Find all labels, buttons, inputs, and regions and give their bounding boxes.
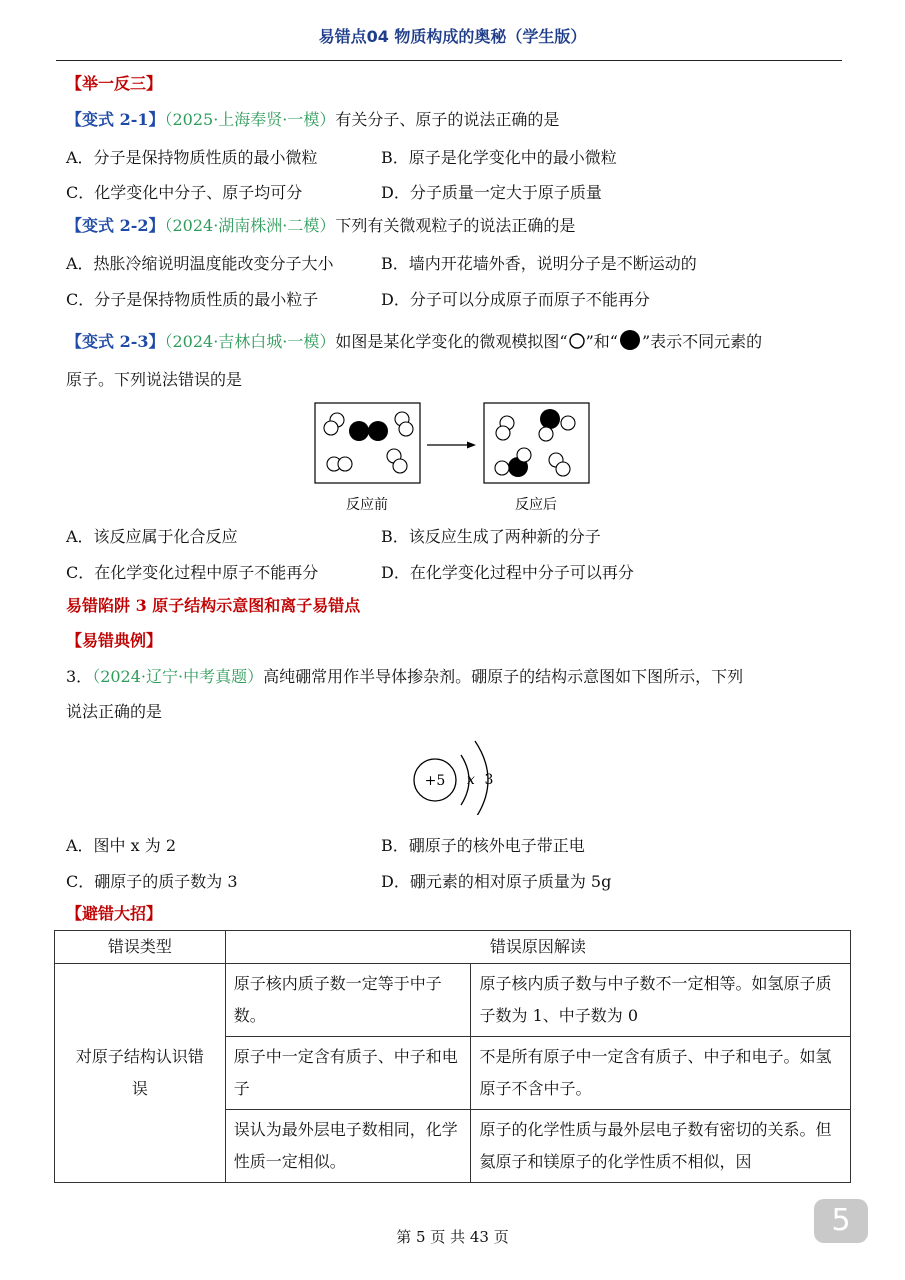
- white-atom: [517, 448, 531, 462]
- option-c: C．在化学变化过程中原子不能再分: [66, 563, 319, 582]
- white-atom: [338, 457, 352, 471]
- option-a: A．图中 x 为 2: [66, 836, 177, 855]
- table-cell: 原子中一定含有质子、中子和电子: [225, 1037, 471, 1110]
- white-atom: [556, 462, 570, 476]
- question-2-3-stem: [66, 329, 762, 352]
- before-label: 反应前: [346, 497, 388, 513]
- header-rule: [56, 60, 842, 61]
- option-c: C．分子是保持物质性质的最小粒子: [66, 290, 319, 309]
- option-d: D．在化学变化过程中分子可以再分: [381, 563, 634, 582]
- shell2-electrons: 3: [484, 772, 494, 788]
- option-d: D．分子质量一定大于原子质量: [381, 183, 602, 202]
- black-atom: [368, 421, 388, 441]
- question-tag: 【变式 2-1】: [66, 110, 165, 129]
- table-header-cell: 错误类型: [55, 931, 226, 964]
- question-tag: 【变式 2-3】: [66, 332, 165, 351]
- option-b: B．该反应生成了两种新的分子: [381, 527, 601, 546]
- error-category: 对原子结构认识错误: [55, 964, 226, 1183]
- page-badge: 5: [814, 1199, 868, 1243]
- option-a: A．该反应属于化合反应: [66, 527, 238, 546]
- white-atom: [496, 426, 510, 440]
- example-heading: 【易错典例】: [66, 631, 163, 650]
- table-cell: 原子核内质子数与中子数不一定相等。如氢原子质子数为 1、中子数为 0: [471, 964, 851, 1037]
- option-d: D．分子可以分成原子而原子不能再分: [381, 290, 650, 309]
- question-source: （2024·辽宁·中考真题）: [92, 667, 264, 686]
- question-text: 下列有关微观粒子的说法正确的是: [335, 216, 576, 235]
- option-a: A．热胀冷缩说明温度能改变分子大小: [66, 254, 334, 273]
- option-b: B．原子是化学变化中的最小微粒: [381, 148, 617, 167]
- black-atom: [540, 409, 560, 429]
- reaction-arrow-head: [467, 442, 476, 449]
- question-3-stem: [66, 667, 743, 687]
- question-source: （2025·上海奉贤·一模）: [164, 110, 336, 129]
- option-b: B．墙内开花墙外香，说明分子是不断运动的: [381, 254, 697, 273]
- white-atom: [561, 416, 575, 430]
- shell1-electrons: x: [467, 772, 475, 788]
- white-atom-icon: [568, 333, 586, 349]
- page-header-title: 易错点04 物质构成的奥秘（学生版）: [318, 27, 587, 46]
- option-b: B．硼原子的核外电子带正电: [381, 836, 585, 855]
- question-2-1-stem: [66, 110, 559, 130]
- question-tag: 【变式 2-2】: [66, 216, 165, 235]
- question-2-2-stem: [66, 216, 575, 236]
- table-cell: 原子的化学性质与最外层电子数有密切的关系。但氦原子和镁原子的化学性质不相似，因: [471, 1110, 851, 1183]
- question-text: ”表示不同元素的: [641, 332, 763, 351]
- trap-title: 易错陷阱 3 原子结构示意图和离子易错点: [66, 596, 361, 615]
- option-c: C．硼原子的质子数为 3: [66, 872, 238, 891]
- question-text: 高纯硼常用作半导体掺杂剂。硼原子的结构示意图如下图所示，下列: [263, 667, 744, 686]
- black-atom-icon: [618, 329, 642, 351]
- question-number: 3．: [66, 667, 93, 686]
- nucleus-charge: +5: [424, 773, 446, 789]
- after-label: 反应后: [515, 497, 557, 513]
- page-number: 第 5 页 共 43 页: [396, 1228, 509, 1246]
- reaction-diagram: [310, 398, 610, 516]
- table-cell: 不是所有原子中一定含有质子、中子和电子。如氢原子不含中子。: [471, 1037, 851, 1110]
- table-row: [55, 964, 851, 1037]
- option-a: A．分子是保持物质性质的最小微粒: [66, 148, 318, 167]
- table-header-cell: 错误原因解读: [225, 931, 850, 964]
- white-atom: [495, 461, 509, 475]
- question-3-stem-cont: 说法正确的是: [66, 702, 163, 721]
- table-cell: 原子核内质子数一定等于中子数。: [225, 964, 471, 1037]
- black-atom: [349, 421, 369, 441]
- white-atom: [539, 427, 553, 441]
- option-d: D．硼元素的相对原子质量为 5g: [381, 872, 612, 891]
- error-table: [54, 930, 851, 1183]
- table-cell: 误认为最外层电子数相同，化学性质一定相似。: [225, 1110, 471, 1183]
- white-atom: [324, 421, 338, 435]
- white-atom: [393, 459, 407, 473]
- question-text: 有关分子、原子的说法正确的是: [335, 110, 560, 129]
- tips-heading: 【避错大招】: [66, 904, 163, 923]
- white-atom: [399, 422, 413, 436]
- question-text: 如图是某化学变化的微观模拟图“: [335, 332, 568, 351]
- question-2-3-stem-cont: 原子。下列说法错误的是: [66, 370, 243, 389]
- boron-atom-diagram: [405, 735, 505, 815]
- section-heading: 【举一反三】: [66, 74, 163, 93]
- question-text: ”和“: [585, 332, 618, 351]
- question-source: （2024·吉林白城·一模）: [164, 332, 336, 351]
- option-c: C．化学变化中分子、原子均可分: [66, 183, 303, 202]
- question-source: （2024·湖南株洲·二模）: [164, 216, 336, 235]
- table-header-row: [55, 931, 851, 964]
